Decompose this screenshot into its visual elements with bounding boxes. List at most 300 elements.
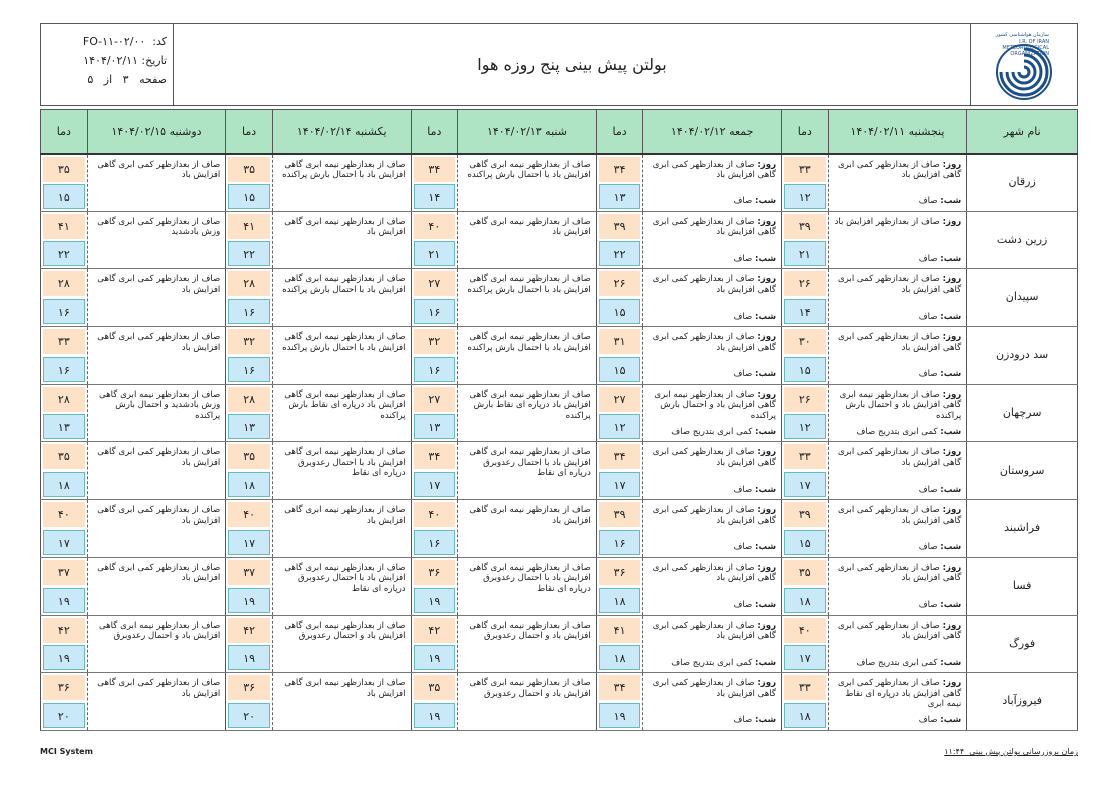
night-forecast: صاف (918, 196, 938, 207)
temperature-cell (226, 154, 273, 212)
day-label: روز: (942, 389, 962, 400)
min-temp: ۲۰ (43, 703, 85, 728)
forecast-description (828, 384, 967, 442)
max-temp: ۴۲ (414, 618, 456, 643)
forecast-description (828, 500, 967, 558)
max-temp: ۳۳ (784, 675, 826, 700)
system-name: MCI System (40, 747, 93, 756)
min-temp: ۱۸ (43, 472, 85, 497)
forecast-text: صاف از بعدازظهر کمی ابری گاهی افزایش باد (97, 332, 221, 353)
table-row (41, 269, 1078, 327)
page-number: ۳ (122, 73, 129, 86)
night-forecast: کمی ابری بتدریج صاف (856, 657, 938, 668)
forecast-description (272, 269, 411, 327)
min-temp: ۱۸ (228, 472, 270, 497)
min-temp: ۱۶ (43, 357, 85, 382)
min-temp: ۱۴ (784, 299, 826, 324)
temperature-cell (41, 327, 88, 385)
day-forecast: صاف از بعدازظهر کمی ابری گاهی افزایش باد (837, 332, 962, 353)
meteorological-organization-logo (970, 24, 1077, 105)
forecast-description (87, 442, 226, 500)
forecast-description (458, 154, 597, 212)
min-temp: ۱۷ (414, 472, 456, 497)
svg-text:I.R. OF IRAN: I.R. OF IRAN (1018, 38, 1049, 45)
day-label: روز: (757, 447, 777, 458)
min-temp: ۱۶ (599, 530, 641, 555)
max-temp: ۴۲ (43, 618, 85, 643)
forecast-text: صاف از بعدازظهر نیمه ابری گاهی افزایش باد (469, 505, 591, 526)
svg-text:METEOROLOGICAL: METEOROLOGICAL (1001, 44, 1049, 51)
day-label: روز: (942, 447, 962, 458)
max-temp: ۳۵ (43, 157, 85, 182)
forecast-text: صاف از بعدازظهر نیمه ابری گاهی افزایش باد (284, 678, 406, 699)
day-column-header: پنجشنبه ۱۴۰۴/۰۲/۱۱ (828, 110, 967, 154)
night-forecast: صاف (918, 715, 938, 726)
forecast-table (40, 109, 1078, 731)
forecast-description (643, 557, 782, 615)
update-time-info (944, 747, 1078, 756)
min-temp: ۲۱ (414, 241, 456, 266)
temperature-cell (411, 673, 458, 731)
night-forecast: صاف (733, 369, 753, 380)
day-label: روز: (942, 620, 962, 631)
night-label: شب: (755, 542, 777, 553)
min-temp: ۱۶ (414, 299, 456, 324)
max-temp: ۴۱ (228, 214, 270, 239)
day-label: روز: (942, 562, 962, 573)
table-row (41, 442, 1078, 500)
max-temp: ۳۴ (414, 157, 456, 182)
min-temp: ۱۶ (414, 357, 456, 382)
date-value: ۱۴۰۴/۰۲/۱۱ (83, 54, 138, 67)
min-temp: ۱۷ (228, 530, 270, 555)
forecast-text: صاف از بعدازظهر کمی ابری گاهی افزایش باد (97, 447, 221, 468)
temperature-cell (782, 269, 829, 327)
temperature-cell (411, 269, 458, 327)
night-forecast: صاف (918, 311, 938, 322)
forecast-description (458, 500, 597, 558)
temperature-cell (226, 557, 273, 615)
temperature-cell (596, 615, 643, 673)
forecast-text: صاف از بعدازظهر نیمه ابری گاهی افزایش باد با احتمال بارش پراکنده (282, 332, 406, 353)
update-label: زمان بروزرسانی بولتن پیش بینی (969, 747, 1078, 756)
forecast-text: صاف از بعدازظهر نیمه ابری گاهی افزایش باد با احتمال بارش پراکنده (467, 159, 591, 180)
temperature-cell (782, 500, 829, 558)
city-name: سرچهان (967, 384, 1078, 442)
min-temp: ۱۸ (599, 645, 641, 670)
day-column-header: جمعه ۱۴۰۴/۰۲/۱۲ (643, 110, 782, 154)
forecast-description (643, 442, 782, 500)
table-row (41, 500, 1078, 558)
forecast-description (272, 500, 411, 558)
min-temp: ۱۴ (414, 184, 456, 209)
day-forecast: صاف از بعدازظهر کمی ابری گاهی افزایش باد (652, 216, 777, 238)
max-temp: ۴۱ (599, 618, 641, 643)
temperature-cell (782, 673, 829, 731)
night-label: شب: (755, 484, 777, 495)
min-temp: ۱۶ (228, 299, 270, 324)
min-temp: ۱۵ (599, 357, 641, 382)
day-column-header: شنبه ۱۴۰۴/۰۲/۱۳ (458, 110, 597, 154)
max-temp: ۳۴ (414, 444, 456, 469)
max-temp: ۴۱ (43, 214, 85, 239)
min-temp: ۲۲ (599, 241, 641, 266)
night-label: شب: (755, 369, 777, 380)
day-label: روز: (942, 274, 962, 285)
forecast-description (458, 269, 597, 327)
temperature-cell (782, 615, 829, 673)
table-header-row (41, 110, 1078, 154)
temperature-cell (411, 327, 458, 385)
day-forecast: صاف از بعدازظهر کمی ابری گاهی افزایش باد (652, 447, 777, 468)
day-column-header: دوشنبه ۱۴۰۴/۰۲/۱۵ (87, 110, 226, 154)
min-temp: ۲۲ (228, 241, 270, 266)
max-temp: ۳۹ (599, 502, 641, 527)
temperature-cell (41, 154, 88, 212)
forecast-description (828, 557, 967, 615)
forecast-description (643, 154, 782, 212)
temperature-cell (411, 211, 458, 269)
forecast-text: صاف از بعدازظهر کمی ابری گاهی افزایش باد (97, 159, 221, 180)
max-temp: ۲۸ (43, 387, 85, 412)
day-column-header: یکشنبه ۱۴۰۴/۰۲/۱۴ (272, 110, 411, 154)
temp-column-header: دما (782, 110, 829, 154)
temp-column-header: دما (596, 110, 643, 154)
forecast-text: صاف از بعدازظهر کمی ابری گاهی وزش بادشدید (97, 216, 221, 238)
city-name: سد درودزن (967, 327, 1078, 385)
min-temp: ۱۲ (784, 414, 826, 439)
city-name: زرین دشت (967, 211, 1078, 269)
day-forecast: صاف از بعدازظهر کمی ابری گاهی افزایش باد (652, 620, 777, 641)
code-value: FO-۱۱-۰۲/۰۰ (82, 35, 146, 48)
day-label: روز: (757, 562, 777, 573)
day-forecast: صاف از بعدازظهر کمی ابری گاهی افزایش باد (652, 332, 777, 353)
max-temp: ۳۴ (599, 675, 641, 700)
forecast-description (87, 269, 226, 327)
night-label: شب: (755, 311, 777, 322)
max-temp: ۲۶ (599, 271, 641, 296)
min-temp: ۱۶ (414, 530, 456, 555)
temperature-cell (411, 615, 458, 673)
night-label: شب: (940, 715, 962, 726)
table-row (41, 557, 1078, 615)
min-temp: ۲۱ (784, 241, 826, 266)
min-temp: ۱۹ (414, 588, 456, 613)
temperature-cell (226, 673, 273, 731)
forecast-text: صاف از بعدازظهر نیمه ابری گاهی افزایش باد و احتمال رعدوبرق (469, 620, 591, 641)
page-label: صفحه (139, 73, 167, 86)
forecast-description (272, 557, 411, 615)
night-label: شب: (940, 196, 962, 207)
temperature-cell (226, 269, 273, 327)
night-label: شب: (755, 715, 777, 726)
max-temp: ۳۹ (784, 214, 826, 239)
forecast-text: صاف از بعدازظهر نیمه ابری گاهی افزایش باد با احتمال بارش پراکنده (282, 274, 406, 295)
temperature-cell (596, 557, 643, 615)
min-temp: ۱۸ (784, 588, 826, 613)
max-temp: ۳۳ (43, 329, 85, 354)
day-label: روز: (942, 159, 962, 170)
bulletin-title: بولتن پیش بینی پنج روزه هوا (477, 55, 667, 74)
day-forecast: صاف از بعدازظهر کمی ابری گاهی افزایش باد (652, 678, 777, 699)
day-label: روز: (757, 159, 777, 170)
day-label: روز: (757, 274, 777, 285)
night-label: شب: (940, 426, 962, 437)
forecast-description (458, 615, 597, 673)
day-label: روز: (757, 678, 777, 689)
min-temp: ۱۷ (43, 530, 85, 555)
night-forecast: صاف (733, 196, 753, 207)
forecast-text: صاف از بعدازظهر نیمه ابری گاهی افزایش باد و احتمال رعدوبرق (469, 678, 591, 699)
forecast-text: صاف از بعدازظهر کمی ابری گاهی افزایش باد (97, 562, 221, 584)
night-label: شب: (755, 426, 777, 437)
max-temp: ۲۶ (784, 387, 826, 412)
night-forecast: صاف (733, 715, 753, 726)
min-temp: ۱۳ (43, 414, 85, 439)
night-label: شب: (940, 311, 962, 322)
temperature-cell (411, 500, 458, 558)
forecast-description (458, 442, 597, 500)
day-forecast: صاف از بعدازظهر کمی ابری گاهی افزایش باد (837, 620, 962, 641)
forecast-description (828, 211, 967, 269)
city-name: فسا (967, 557, 1078, 615)
day-label: روز: (942, 332, 962, 343)
night-label: شب: (940, 369, 962, 380)
max-temp: ۳۷ (228, 560, 270, 585)
max-temp: ۴۰ (414, 214, 456, 239)
day-forecast: صاف از بعدازظهر نیمه ابری گاهی افزایش باد و احتمال بارش پراکنده (839, 389, 962, 421)
city-name: فورگ (967, 615, 1078, 673)
forecast-text: صاف از بعدازظهر نیمه ابری گاهی افزایش باد با احتمال رعدوبرق درپاره ای نقاط (469, 562, 591, 594)
city-name: فیروزآباد (967, 673, 1078, 731)
forecast-description (828, 615, 967, 673)
temperature-cell (782, 327, 829, 385)
bulletin-header (40, 23, 1078, 106)
temp-column-header: دما (411, 110, 458, 154)
forecast-description (87, 384, 226, 442)
min-temp: ۱۲ (784, 184, 826, 209)
max-temp: ۳۵ (414, 675, 456, 700)
day-forecast: صاف از بعدازظهر کمی ابری گاهی افزایش باد (837, 274, 962, 295)
night-label: شب: (940, 484, 962, 495)
min-temp: ۱۹ (599, 703, 641, 728)
max-temp: ۳۶ (414, 560, 456, 585)
min-temp: ۱۳ (599, 184, 641, 209)
night-label: شب: (755, 657, 777, 668)
min-temp: ۱۶ (43, 299, 85, 324)
min-temp: ۱۷ (599, 472, 641, 497)
max-temp: ۴۰ (228, 502, 270, 527)
doc-info-box (41, 24, 174, 105)
min-temp: ۱۵ (599, 299, 641, 324)
min-temp: ۱۹ (414, 645, 456, 670)
temperature-cell (226, 615, 273, 673)
forecast-description (643, 384, 782, 442)
min-temp: ۱۵ (784, 530, 826, 555)
max-temp: ۳۹ (784, 502, 826, 527)
max-temp: ۴۰ (43, 502, 85, 527)
day-forecast: صاف از بعدازظهر کمی ابری گاهی افزایش باد (837, 562, 962, 584)
temperature-cell (411, 557, 458, 615)
forecast-description (643, 615, 782, 673)
max-temp: ۳۰ (784, 329, 826, 354)
night-forecast: صاف (733, 484, 753, 495)
night-forecast: صاف (918, 369, 938, 380)
min-temp: ۱۶ (228, 357, 270, 382)
night-forecast: کمی ابری بتدریج صاف (671, 426, 753, 437)
min-temp: ۱۹ (43, 588, 85, 613)
forecast-description (458, 384, 597, 442)
page-total: ۵ (87, 73, 94, 86)
forecast-description (828, 269, 967, 327)
day-label: روز: (757, 505, 777, 516)
forecast-description (458, 327, 597, 385)
min-temp: ۱۲ (599, 414, 641, 439)
max-temp: ۳۶ (43, 675, 85, 700)
max-temp: ۲۷ (414, 271, 456, 296)
night-label: شب: (755, 600, 777, 610)
temperature-cell (596, 327, 643, 385)
day-forecast: صاف از بعدازظهر کمی ابری گاهی افزایش باد (652, 159, 777, 180)
temperature-cell (782, 557, 829, 615)
forecast-description (643, 673, 782, 731)
city-column-header: نام شهر (967, 110, 1078, 154)
max-temp: ۳۵ (228, 444, 270, 469)
max-temp: ۲۶ (784, 271, 826, 296)
forecast-description (643, 500, 782, 558)
day-forecast: صاف از بعدازظهر کمی ابری گاهی افزایش باد (652, 274, 777, 295)
forecast-description (828, 442, 967, 500)
city-name: سروستان (967, 442, 1078, 500)
max-temp: ۳۵ (228, 157, 270, 182)
max-temp: ۳۶ (228, 675, 270, 700)
max-temp: ۴۲ (228, 618, 270, 643)
min-temp: ۱۳ (228, 414, 270, 439)
max-temp: ۴۰ (414, 502, 456, 527)
forecast-text: صاف از بعدازظهر نیمه ابری گاهی افزایش باد درپاره ای نقاط بارش پراکنده (469, 389, 591, 421)
forecast-description (272, 154, 411, 212)
forecast-description (272, 211, 411, 269)
svg-text:ORGANIZATION: ORGANIZATION (1009, 50, 1049, 57)
max-temp: ۳۴ (599, 157, 641, 182)
day-label: روز: (942, 505, 962, 516)
day-label: روز: (757, 389, 777, 400)
max-temp: ۳۹ (599, 214, 641, 239)
temp-column-header: دما (41, 110, 88, 154)
forecast-text: صاف از بعدازظهر کمی ابری گاهی افزایش باد (97, 274, 221, 295)
table-row (41, 615, 1078, 673)
max-temp: ۲۷ (599, 387, 641, 412)
night-forecast: کمی ابری بتدریج صاف (856, 426, 938, 437)
day-forecast: صاف از بعدازظهر نیمه ابری گاهی افزایش باد و احتمال بارش پراکنده (654, 389, 777, 421)
forecast-text: صاف از بعدازظهر نیمه ابری گاهی افزایش باد با احتمال بارش پراکنده (467, 274, 591, 295)
forecast-text: صاف از بعدازظهر کمی ابری گاهی افزایش باد (97, 678, 221, 699)
table-row (41, 384, 1078, 442)
footer (40, 747, 1078, 756)
night-forecast: صاف (918, 484, 938, 495)
max-temp: ۲۸ (228, 387, 270, 412)
night-forecast: صاف (733, 600, 753, 610)
night-label: شب: (755, 253, 777, 264)
table-row (41, 673, 1078, 731)
forecast-description (828, 154, 967, 212)
max-temp: ۲۸ (43, 271, 85, 296)
temperature-cell (41, 557, 88, 615)
forecast-text: صاف از بعدازظهر نیمه ابری گاهی افزایش باد (469, 216, 591, 238)
forecast-description (643, 211, 782, 269)
forecast-description (272, 384, 411, 442)
forecast-description (87, 154, 226, 212)
temperature-cell (41, 211, 88, 269)
temperature-cell (411, 384, 458, 442)
forecast-text: صاف از بعدازظهر کمی ابری گاهی افزایش باد (97, 505, 221, 526)
day-forecast: صاف از بعدازظهر افزایش باد (834, 216, 940, 227)
night-forecast: صاف (733, 253, 753, 264)
forecast-text: صاف از بعدازظهر نیمه ابری گاهی افزایش باد درپاره ای نقاط بارش پراکنده (284, 389, 406, 421)
night-label: شب: (755, 196, 777, 207)
update-time: ۱۱:۴۴ (944, 747, 965, 756)
day-label: روز: (942, 216, 962, 227)
day-label: روز: (942, 678, 962, 689)
forecast-text: صاف از بعدازظهر نیمه ابری گاهی افزایش باد (284, 505, 406, 526)
date-label: تاریخ: (141, 54, 167, 67)
max-temp: ۲۸ (228, 271, 270, 296)
temperature-cell (41, 615, 88, 673)
night-forecast: کمی ابری بتدریج صاف (671, 657, 753, 668)
min-temp: ۱۵ (784, 357, 826, 382)
night-forecast: صاف (733, 542, 753, 553)
forecast-description (643, 269, 782, 327)
forecast-description (458, 557, 597, 615)
temperature-cell (596, 500, 643, 558)
min-temp: ۱۹ (414, 703, 456, 728)
max-temp: ۴۰ (784, 618, 826, 643)
max-temp: ۳۵ (43, 444, 85, 469)
night-label: شب: (940, 600, 962, 610)
day-forecast: صاف از بعدازظهر کمی ابری گاهی افزایش باد (652, 505, 777, 526)
max-temp: ۲۷ (414, 387, 456, 412)
table-row (41, 327, 1078, 385)
forecast-description (458, 673, 597, 731)
min-temp: ۱۷ (784, 645, 826, 670)
min-temp: ۱۹ (43, 645, 85, 670)
code-label: کد: (152, 35, 167, 48)
temperature-cell (411, 154, 458, 212)
day-forecast: صاف از بعدازظهر کمی ابری گاهی افزایش باد (837, 447, 962, 468)
day-forecast: صاف از بعدازظهر کمی ابری گاهی افزایش باد درپاره ای نقاط نیمه ابری (837, 678, 962, 710)
forecast-description (87, 615, 226, 673)
temperature-cell (596, 154, 643, 212)
day-forecast: صاف از بعدازظهر کمی ابری گاهی افزایش باد (837, 159, 962, 180)
max-temp: ۳۲ (228, 329, 270, 354)
min-temp: ۱۹ (228, 588, 270, 613)
temperature-cell (411, 442, 458, 500)
temperature-cell (226, 327, 273, 385)
forecast-description (272, 673, 411, 731)
forecast-description (828, 327, 967, 385)
forecast-text: صاف از بعدازظهر نیمه ابری گاهی افزایش باد با احتمال رعدوبرق درپاره ای نقاط (284, 447, 406, 479)
svg-text:سازمان هواشناسی کشور: سازمان هواشناسی کشور (995, 31, 1049, 38)
forecast-description (458, 211, 597, 269)
temperature-cell (782, 384, 829, 442)
day-forecast: صاف از بعدازظهر کمی ابری گاهی افزایش باد (652, 562, 777, 584)
forecast-text: صاف از بعدازظهر نیمه ابری گاهی افزایش باد با احتمال رعدوبرق درپاره ای نقاط (284, 562, 406, 594)
forecast-description (272, 442, 411, 500)
forecast-description (87, 557, 226, 615)
temperature-cell (782, 442, 829, 500)
min-temp: ۱۸ (784, 703, 826, 728)
min-temp: ۱۳ (414, 414, 456, 439)
